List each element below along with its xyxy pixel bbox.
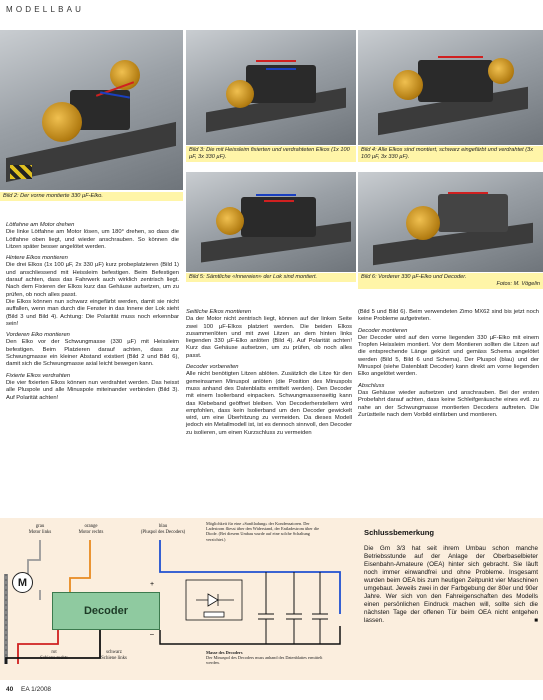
article-column-3	[358, 309, 539, 419]
label-rot	[26, 650, 82, 661]
section-label: MODELLBAU	[6, 5, 85, 14]
issue-label: EA 1/2008	[21, 686, 52, 693]
note-sanftladung: Möglichkeit für eine «Sanftladung» der Kondensatoren. Der Ladestrom fliesst über den Widerstand, der Entladestrom über die Diode. (Bei diesem Umbau wurde auf eine solche Schaltung verzichtet.)	[206, 521, 319, 542]
heading-hintere-elkos: Hintere Elkos montieren	[6, 255, 68, 262]
caption-bild2: Bild 2: Der vorne montierte 330 µF-Elko.	[0, 192, 183, 201]
label-schwarz	[86, 650, 142, 661]
paragraph: Den Elko vor der Schwungmasse (330 µF) mit Heissleim befestigen. Beim Platzieren darauf achten, dass zur Schwungmasse ein kleiner Abstand existiert (Bild 2 und Bild 6), damit sich die Schwungmasse axial leicht bewegen kann.	[6, 339, 179, 368]
heading-seitliche-elkos: Seitliche Elkos montieren	[186, 309, 252, 315]
page-number: 40	[6, 686, 14, 693]
heading-loetfahne: Lötfahne am Motor drehen	[6, 222, 75, 228]
paragraph: Da der Motor nicht zentrisch liegt, können auf der linken Seite zwei 100 µF-Elkos platziert werden. Die beiden Elkos zusammenlöten und mit zwei Litzen an dem hinten links liegenden 330 µF-Elko anlöten (Bild 4). Auf Polarität achten! Kurz das Gehäuse aufsetzen, um zu prüfen, ob noch alles passt.	[186, 316, 352, 359]
heading-decoder-vorbereiten: Decoder vorbereiten	[186, 364, 239, 371]
paragraph: Das Gehäuse wieder aufsetzen und anschrauben. Bei der ersten Probefahrt darauf achten, dass keine Schleifgeräusche eines evtl. zu nahe an der Schwungmasse montierten Decoders auftreten. Die Zurüstteile nach dem Vorbild einfärben und montieren.	[358, 389, 539, 418]
decoder-block: Decoder	[52, 592, 160, 630]
label-grau-color: grau	[35, 524, 45, 529]
photo-bild6	[358, 172, 543, 272]
photo-bild3	[186, 30, 356, 145]
heading-vorderen-elko: Vorderen Elko montieren	[6, 332, 70, 339]
svg-text:+: +	[150, 581, 155, 588]
paragraph: Die linke Lötfahne am Motor lösen, um 180° drehen, so dass die Lötfahne oben liegt, und wieder anschrauben. So können die Litzen später besser angelötet werden.	[6, 229, 179, 250]
label-orange-color: orange	[84, 524, 98, 529]
label-masse-desc: Der Minuspol des Decoders muss anhand des Datenblattes ermittelt werden.	[206, 655, 323, 666]
motor-symbol: M	[12, 572, 33, 593]
caption-bild3: Bild 3: Die mit Heissleim fixierten und verdrahteten Elkos (1x 100 µF, 3x 330 µF).	[186, 146, 356, 162]
photo-bild2	[0, 30, 183, 190]
article-column-1	[6, 222, 179, 402]
label-grau-desc: Motor links	[28, 529, 52, 535]
label-masse	[206, 650, 336, 666]
page-footer	[6, 686, 51, 693]
paragraph: Die Elkos können nun schwarz eingefärbt werden, damit sie nicht auffallen, wenn man durch die Fenster in das Innere der Lok sieht (Bild 3 und Bild 4). Achtung: Die Polarität muss noch erkennbar sein!	[6, 298, 179, 327]
caption-bild6-text: Bild 6: Vorderer 330 µF-Elko und Decoder.	[361, 274, 467, 280]
sidebar-body	[364, 545, 538, 625]
paragraph: Alle nicht benötigten Litzen ablöten. Zusätzlich die Litze für den gemeinsamen Minuspol anlöten (die Position des Minuspols muss anhand des Datenblatts ermittelt werden). Den Decoder mit einem Isolierband einpacken. Schwungmassenseitig kann das Klebeband geöffnet bleiben. Von Decoderherstellern wird empfohlen, dass kein Isolierband um den Decoder gewickelt wird, um eine Überhitzung zu vermeiden. Da dieses Modell jedoch ein Metallmodell ist, ist es dennoch sinnvoll, den Decoder zu isolieren, um einen Kurzschluss zu vermeiden	[186, 371, 352, 436]
paragraph: Die drei Elkos (1x 100 µF, 2x 330 µF) kurz probeplatzieren (Bild 1) und anschliessend mit Heissleim befestigen. Beim Befestigen darauf achten, dass das Fahrwerk auch wirklich zentrisch liegt. Nach dem Fixieren der Elkos kurz das Gehäuse aufsetzen, um zu prüfen, ob noch alles passt.	[6, 262, 179, 298]
label-masse-title: Masse des Decoders	[206, 650, 243, 655]
photo-bild5	[186, 172, 356, 272]
end-mark-icon: ■	[534, 617, 538, 624]
photo-credit: Fotos: M. Vögelin	[496, 281, 540, 287]
sidebar-text: Die Gm 3/3 hat seit ihrem Umbau schon manche Betriebsstunde auf der Anlage der Oberbaselbieter Eisenbahn-Amateure (OEA) hinter sich gebracht. Sie läuft noch immer einwandfrei und ohne Probleme. Insgesamt wurden beim OEA bis zum heutigen Zeitpunkt vier Maschinen umgebaut. Jeweils zwei in der Farbgebung der 80er und 90er Jahre. Wer sich von den Fahreigenschaften des Modells einen persönlichen Eindruck machen will, sollte sich die nächsten Tage der offenen Tür beim OEA nicht entgehen lassen.	[364, 545, 538, 624]
article-column-2	[186, 309, 352, 437]
caption-bild6	[358, 273, 543, 289]
label-blau-desc: (Pluspol des Decoders)	[140, 529, 186, 535]
sidebar-title: Schlussbemerkung	[364, 528, 435, 537]
label-schwarz-desc: Schiene links	[101, 655, 127, 661]
label-rot-color: rot	[51, 650, 57, 655]
wiring-diagram	[0, 518, 355, 680]
caption-bild5: Bild 5: Sämtliche «Innereien» der Lok sind montiert.	[186, 273, 356, 282]
label-blau-color: blau	[158, 524, 168, 529]
label-rot-desc: Schiene rechts	[40, 655, 68, 661]
photo-bild4	[358, 30, 543, 145]
label-schwarz-color: schwarz	[106, 650, 122, 655]
caption-bild4: Bild 4: Alle Elkos sind montiert, schwarz eingefärbt und verdrahtet (3x 100 µF, 3x 330 µF).	[358, 146, 543, 162]
heading-elkos-verdrahten: Fixierte Elkos verdrahten	[6, 372, 71, 379]
paragraph: (Bild 5 und Bild 6). Beim verwendeten Zimo MX62 sind bis jetzt noch keine Probleme aufgetreten.	[358, 309, 539, 323]
paragraph: Der Decoder wird auf den vorne liegenden 330 µF-Elko mit einem Tropfen Heissleim montiert. Vor dem Montieren sollten die Litzen auf die entsprechende Länge gekürzt und gemäss Schema angelötet werden (Bild 5, Bild 6 und Schema). Der Pluspol (blau) und der Minuspol (siehe Datenblatt Decoder) kann direkt am vorne liegenden Elko angelötet werden.	[358, 334, 539, 378]
label-orange-desc: Motor rechts	[78, 529, 104, 535]
heading-abschluss: Abschluss	[358, 382, 385, 389]
heading-decoder-montieren: Decoder montieren	[358, 327, 408, 334]
svg-text:–: –	[150, 631, 154, 638]
paragraph: Die vier fixierten Elkos können nun verdrahtet werden. Das heisst alle Pluspole und alle Minuspole miteinander verbinden (Bild 3). Auf Polarität achten!	[6, 379, 179, 401]
